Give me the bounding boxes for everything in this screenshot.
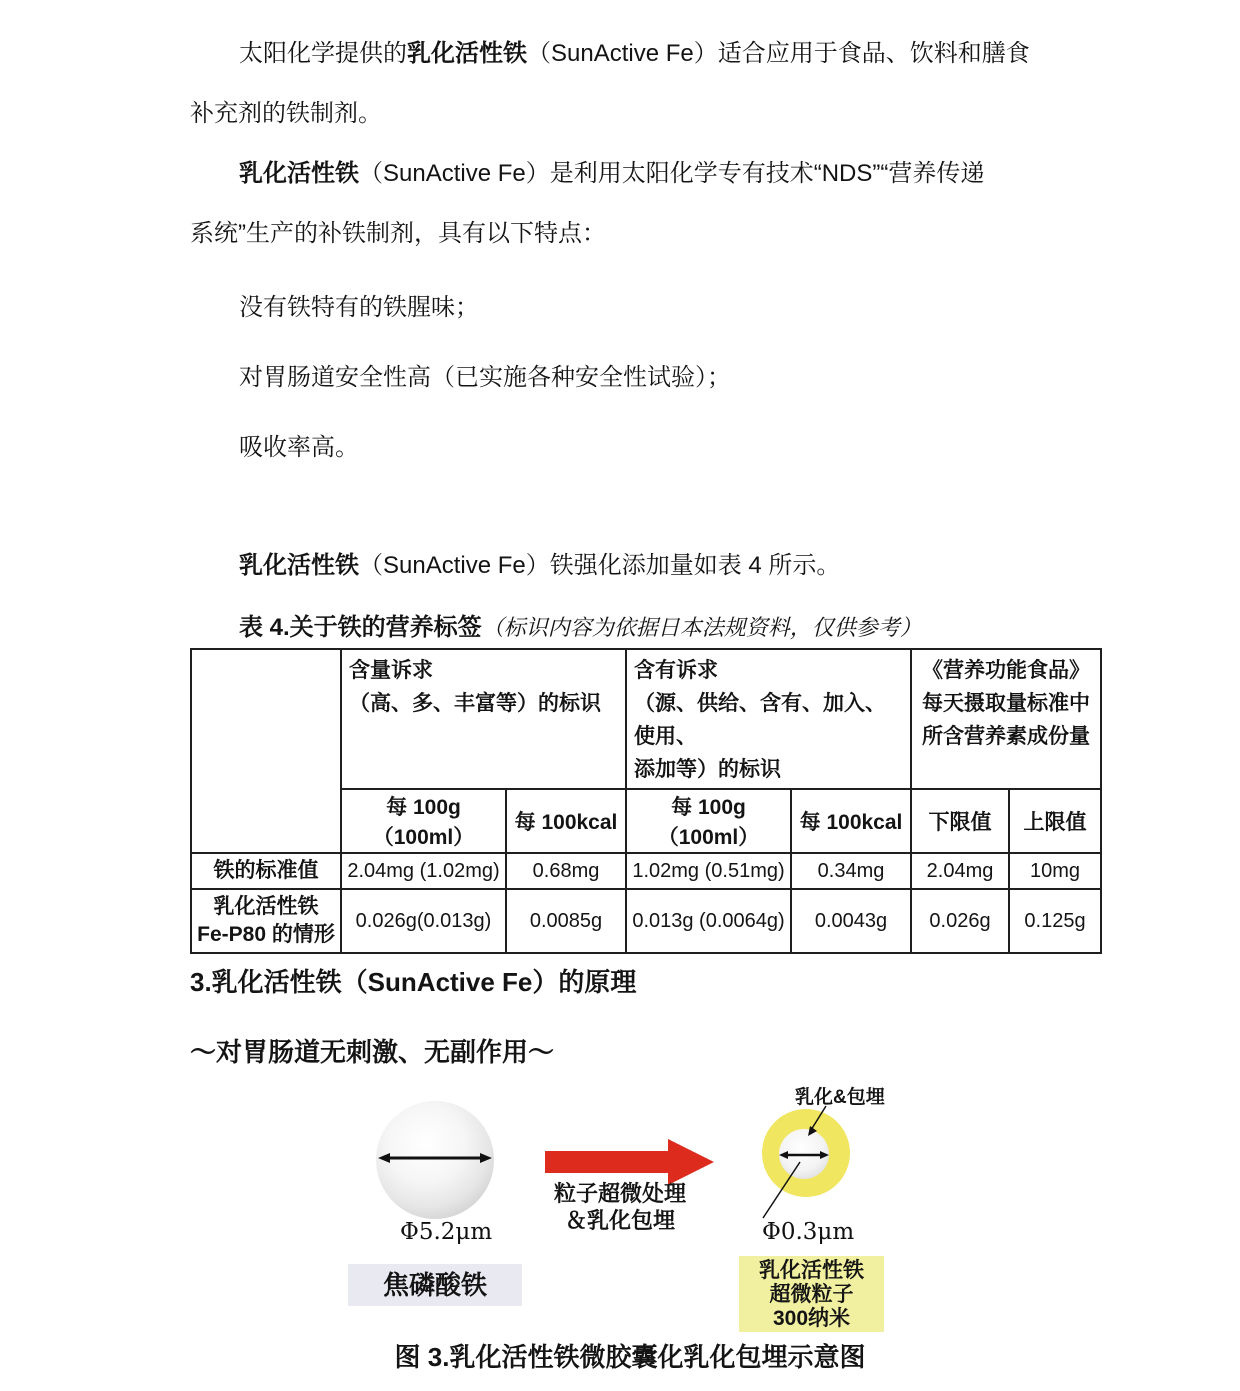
text-run: 补充剂的铁制剂。 [190,100,382,127]
table-cell: 0.34mg [791,853,911,889]
paragraph-table-ref [190,536,1075,596]
text-run: 太阳化学提供的 [239,40,407,67]
paragraph-intro [190,24,1075,144]
figure-caption: 图 3.乳化活性铁微胶囊化乳化包埋示意图 [394,1342,866,1372]
text-run-bold: 乳化活性铁 [239,160,359,187]
row-label-iron-standard: 铁的标准值 [191,853,341,889]
large-particle-sphere [376,1101,494,1219]
text-run: 没有铁特有的铁腥味； [239,294,479,321]
process-description: 粒子超微处理 ＆乳化包埋 [553,1181,686,1233]
paragraph-nds [190,144,1075,264]
table-cell: 0.68mg [506,853,626,889]
table-cell: 0.026g(0.013g) [341,889,506,953]
small-particle-diameter-label: Φ0.3μm [762,1219,855,1245]
table-cell: 2.04mg (1.02mg) [341,853,506,889]
paragraph-line [190,144,1075,204]
text-run: （SunActive Fe）铁强化添加量如表 4 所示。 [359,552,841,579]
subheader-per100g-1: 每 100g（100ml） [341,789,506,853]
table-cell: 10mg [1009,853,1101,889]
paragraph-line [190,24,1075,84]
text-run: 吸收率高。 [239,434,359,461]
text-run: （SunActive Fe）适合应用于食品、饮料和膳食 [527,40,1030,67]
coating-label: 乳化&包埋 [795,1087,885,1108]
table-cell: 0.026g [911,889,1009,953]
table-cell: 0.0085g [506,889,626,953]
section-heading: 3.乳化活性铁（SunActive Fe）的原理 [190,967,637,997]
paragraph-line [190,84,1075,144]
table-title-bold: 表 4.关于铁的营养标签 [239,614,482,641]
text-run-bold: 乳化活性铁 [407,40,527,67]
subheader-upper-limit: 上限值 [1009,789,1101,853]
table-cell: 2.04mg [911,853,1009,889]
header-functional-food: 《营养功能食品》 每天摄取量标准中 所含营养素成份量 [911,649,1101,789]
header-content-claim: 含量诉求 （高、多、丰富等）的标识 [341,649,626,789]
table-title-note: （标识内容为依据日本法规资料，仅供参考） [481,615,922,640]
process-arrow-icon [545,1139,714,1185]
paragraph-line [190,204,1075,264]
nutrition-label-table [190,648,1102,954]
section-subheading: ～对胃肠道无刺激、无副作用～ [190,1037,555,1067]
table-cell: 0.013g (0.0064g) [626,889,791,953]
table-row [191,853,1101,889]
text-run: 对胃肠道安全性高（已实施各种安全性试验）； [239,364,731,391]
header-contains-claim: 含有诉求 （源、供给、含有、加入、使用、 添加等）的标识 [626,649,911,789]
subheader-lower-limit: 下限值 [911,789,1009,853]
subheader-per100kcal-1: 每 100kcal [506,789,626,853]
table-corner-cell [191,649,341,853]
bullet-absorption [190,418,1075,478]
subheader-per100g-2: 每 100g（100ml） [626,789,791,853]
bullet-no-taste [190,278,1075,338]
table-cell: 1.02mg (0.51mg) [626,853,791,889]
iron-pyrophosphate-box: 焦磷酸铁 [348,1264,522,1306]
subheader-per100kcal-2: 每 100kcal [791,789,911,853]
table-cell: 0.125g [1009,889,1101,953]
text-run: 系统”生产的补铁制剂，具有以下特点： [190,220,606,247]
sunactive-particle-box: 乳化活性铁 超微粒子 300纳米 [739,1256,884,1332]
row-label-fe-p80: 乳化活性铁 Fe-P80 的情形 [191,889,341,953]
text-run-bold: 乳化活性铁 [239,552,359,579]
table-cell: 0.0043g [791,889,911,953]
table-row [191,889,1101,953]
bullet-safety [190,348,1075,408]
large-particle-diameter-label: Φ5.2μm [400,1219,493,1245]
text-run: （SunActive Fe）是利用太阳化学专有技术“NDS”“营养传递 [359,160,985,187]
